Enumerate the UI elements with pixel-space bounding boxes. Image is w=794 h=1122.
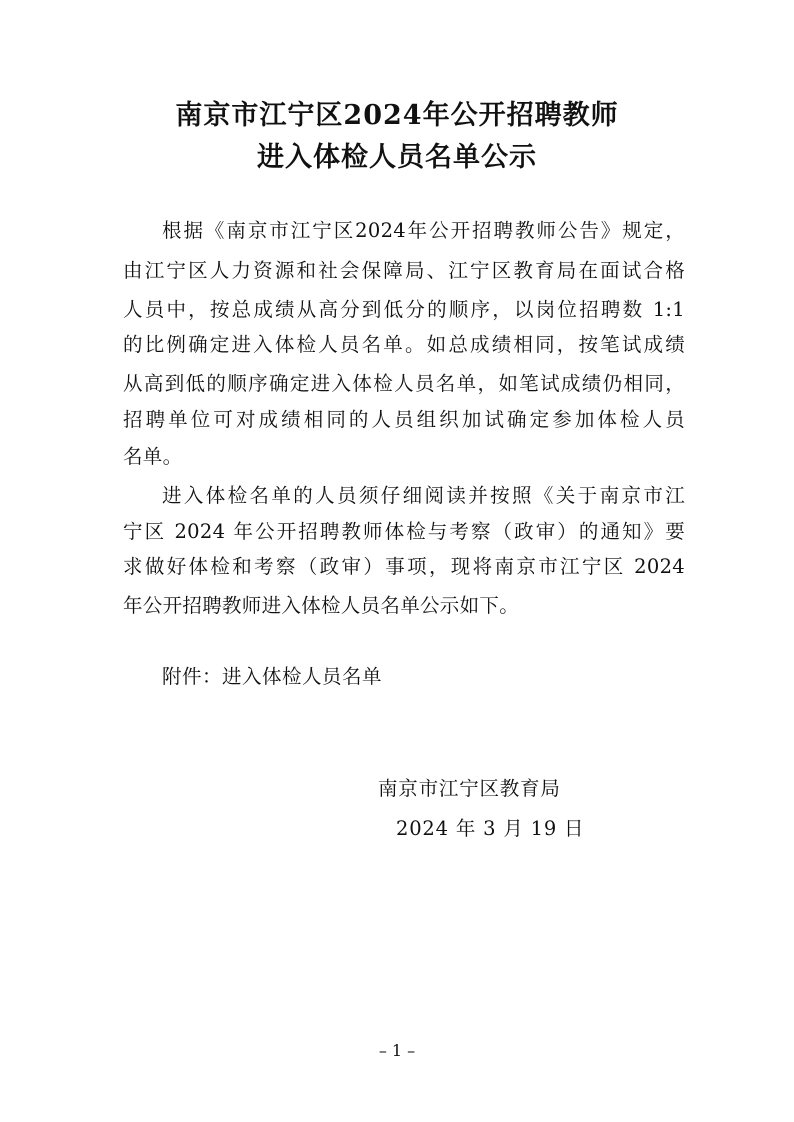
paragraph-2-line: 求做好体检和考察（政审）事项，现将南京市江宁区 2024: [123, 555, 685, 578]
attachment-note: 附件：进入体检人员名单: [162, 665, 383, 688]
paragraph-1-line: 名单。: [123, 445, 183, 468]
paragraph-2-line: 年公开招聘教师进入体检人员名单公示如下。: [123, 594, 520, 617]
signature-organization: 南京市江宁区教育局: [378, 777, 561, 800]
paragraph-1-line: 人员中，按总成绩从高分到低分的顺序，以岗位招聘数 1:1: [123, 298, 685, 321]
paragraph-1-line: 招聘单位可对成绩相同的人员组织加试确定参加体检人员: [123, 408, 685, 431]
paragraph-1-line: 由江宁区人力资源和社会保障局、江宁区教育局在面试合格: [123, 259, 685, 282]
paragraph-1-line: 从高到低的顺序确定进入体检人员名单，如笔试成绩仍相同，: [123, 372, 685, 395]
paragraph-2-line: 进入体检名单的人员须仔细阅读并按照《关于南京市江: [162, 484, 685, 507]
document-title-line-2: 进入体检人员名单公示: [257, 142, 537, 173]
paragraph-2-line: 宁区 2024 年公开招聘教师体检与考察（政审）的通知》要: [123, 520, 685, 543]
signature-date: 2024 年 3 月 19 日: [396, 817, 585, 840]
paragraph-1-line: 根据《南京市江宁区2024年公开招聘教师公告》规定，: [162, 219, 685, 242]
page-number: – 1 –: [378, 1041, 416, 1060]
paragraph-1-line: 的比例确定进入体检人员名单。如总成绩相同，按笔试成绩: [123, 333, 685, 356]
document-title-line-1: 南京市江宁区2024年公开招聘教师: [175, 100, 619, 131]
